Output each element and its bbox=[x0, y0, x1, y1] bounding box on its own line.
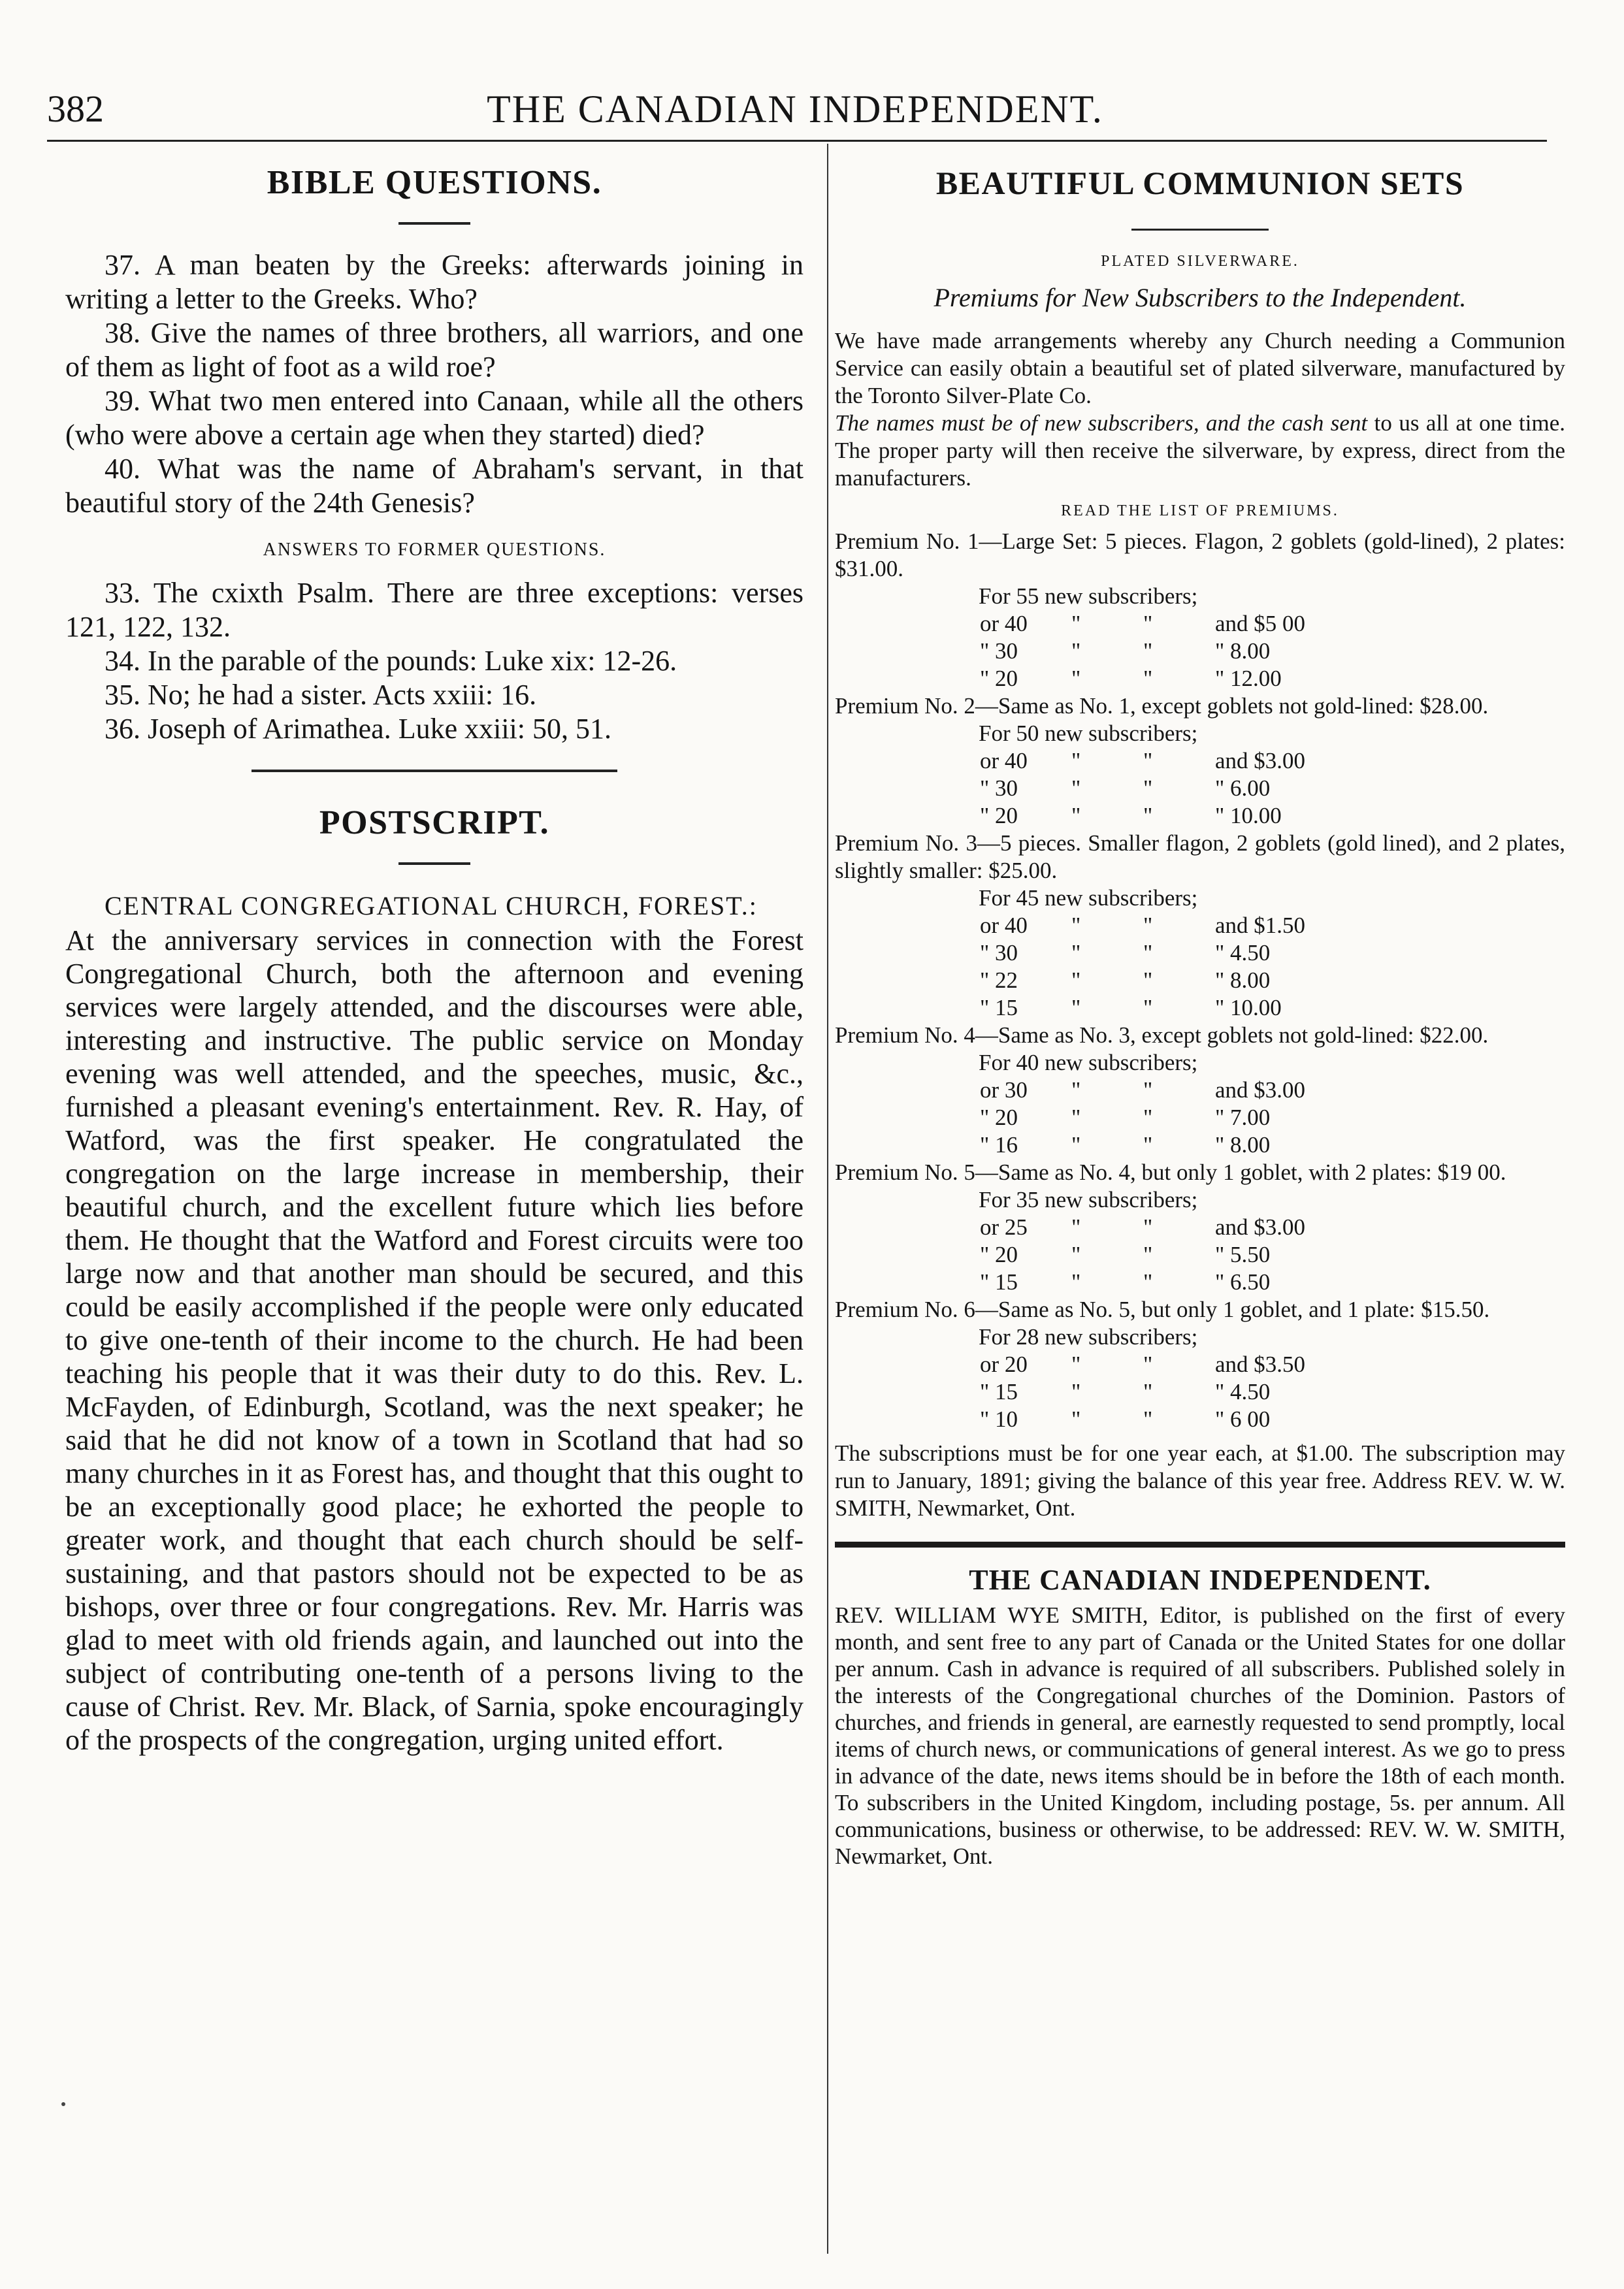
row-price: and $1.50 bbox=[1215, 913, 1306, 938]
row-count: " 16 bbox=[980, 1132, 1018, 1158]
row-price: " 8.00 bbox=[1215, 1132, 1271, 1158]
row-price: " 8.00 bbox=[1215, 638, 1271, 664]
ad-note bbox=[835, 410, 1565, 492]
page-number: 382 bbox=[47, 88, 104, 130]
row-count: " 20 bbox=[980, 1242, 1018, 1267]
ditto-mark: " bbox=[1143, 775, 1153, 801]
ditto-mark: " bbox=[1071, 1077, 1081, 1103]
ditto-mark: " bbox=[1143, 1214, 1153, 1240]
premium-row bbox=[980, 1104, 1565, 1131]
row-count: " 20 bbox=[980, 666, 1018, 691]
ditto-mark: " bbox=[1143, 803, 1153, 828]
row-price: " 4.50 bbox=[1215, 1379, 1271, 1404]
premium-for-line: For 50 new subscribers; bbox=[979, 721, 1198, 746]
row-price: " 10.00 bbox=[1215, 803, 1282, 828]
answer-item: 33. The cxixth Psalm. There are three exceptions: verses 121, 122, 132. bbox=[65, 577, 804, 643]
ditto-mark: " bbox=[1071, 748, 1081, 773]
premium-row bbox=[980, 747, 1565, 775]
ditto-mark: " bbox=[1143, 748, 1153, 773]
title-rule bbox=[398, 222, 470, 225]
ditto-mark: " bbox=[1071, 611, 1081, 636]
ditto-mark: " bbox=[1143, 638, 1153, 664]
row-count: or 40 bbox=[980, 913, 1028, 938]
section-rule bbox=[835, 1542, 1565, 1548]
premium-row bbox=[980, 1351, 1565, 1378]
ad-kicker: PLATED SILVERWARE. bbox=[1101, 253, 1299, 270]
row-price: " 6 00 bbox=[1215, 1406, 1271, 1432]
row-price: " 4.50 bbox=[1215, 940, 1271, 966]
header-rule bbox=[47, 140, 1547, 142]
row-price: " 6.00 bbox=[1215, 775, 1271, 801]
ditto-mark: " bbox=[1143, 1105, 1153, 1130]
title-rule bbox=[1131, 229, 1269, 231]
postscript-lead: CENTRAL CONGREGATIONAL CHURCH, FOREST.: bbox=[105, 891, 758, 920]
ditto-mark: " bbox=[1071, 967, 1081, 993]
ditto-mark: " bbox=[1143, 1077, 1153, 1103]
question-item: 40. What was the name of Abraham's servant, in that beautiful story of the 24th Genesis? bbox=[65, 453, 804, 519]
closing-note: The subscriptions must be for one year each, at $1.00. The subscription may run to January, 1891; giving the balance of this year free. Address REV. W. W. SMITH, Newmarket, Ont. bbox=[835, 1440, 1565, 1521]
row-count: or 40 bbox=[980, 748, 1028, 773]
row-price: " 8.00 bbox=[1215, 967, 1271, 993]
bible-questions-title: BIBLE QUESTIONS. bbox=[267, 164, 602, 201]
ditto-mark: " bbox=[1071, 913, 1081, 938]
row-count: " 30 bbox=[980, 638, 1018, 664]
premium-row bbox=[980, 638, 1565, 665]
row-price: " 10.00 bbox=[1215, 995, 1282, 1020]
ditto-mark: " bbox=[1071, 1269, 1081, 1295]
premium-block bbox=[835, 528, 1565, 692]
premium-row bbox=[980, 939, 1565, 967]
premium-row bbox=[980, 994, 1565, 1022]
premium-row bbox=[980, 775, 1565, 802]
answer-item: 36. Joseph of Arimathea. Luke xxiii: 50, 51. bbox=[105, 713, 611, 745]
row-price: " 12.00 bbox=[1215, 666, 1282, 691]
ditto-mark: " bbox=[1071, 1105, 1081, 1130]
premium-for-line: For 40 new subscribers; bbox=[979, 1050, 1198, 1075]
premium-row bbox=[980, 610, 1565, 638]
journal-title: THE CANADIAN INDEPENDENT. bbox=[487, 88, 1103, 131]
ditto-mark: " bbox=[1071, 1214, 1081, 1240]
row-count: or 20 bbox=[980, 1352, 1028, 1377]
answer-item: 34. In the parable of the pounds: Luke xix: 12-26. bbox=[105, 645, 677, 677]
right-column bbox=[835, 163, 1565, 1870]
premium-desc: Premium No. 6—Same as No. 5, but only 1 goblet, and 1 plate: $15.50. bbox=[835, 1297, 1490, 1322]
premium-row bbox=[980, 912, 1565, 939]
premium-for-line: For 55 new subscribers; bbox=[979, 583, 1198, 609]
ditto-mark: " bbox=[1143, 913, 1153, 938]
ad-subtitle: Premiums for New Subscribers to the Independent. bbox=[934, 283, 1467, 312]
row-count: " 30 bbox=[980, 775, 1018, 801]
premium-desc: Premium No. 1—Large Set: 5 pieces. Flagon, 2 goblets (gold-lined), 2 plates: $31.00. bbox=[835, 528, 1565, 581]
row-price: " 5.50 bbox=[1215, 1242, 1271, 1267]
ditto-mark: " bbox=[1071, 1352, 1081, 1377]
premium-for-line: For 28 new subscribers; bbox=[979, 1324, 1198, 1350]
publisher-notice-body: REV. WILLIAM WYE SMITH, Editor, is published on the first of every month, and sent free to any part of Canada or the United States for one dollar per annum. Cash in advance is required of all subscribers. Published solely in the interests of the Congregational churches of the Dominion. Pastors of churches, and friends in general, are earnestly requested to send promptly, local items of church news, or communications of general interest. As we go to press in advance of the date, news items should be in before the 18th of each month. To subscribers in the United Kingdom, including postage, 5s. per annum. All communications, business or otherwise, to be addressed: REV. W. W. SMITH, Newmarket, Ont. bbox=[835, 1602, 1565, 1869]
row-price: and $3.00 bbox=[1215, 1077, 1306, 1103]
ditto-mark: " bbox=[1071, 1132, 1081, 1158]
publisher-notice-title: THE CANADIAN INDEPENDENT. bbox=[969, 1564, 1431, 1596]
ditto-mark: " bbox=[1143, 940, 1153, 966]
ditto-mark: " bbox=[1143, 1379, 1153, 1404]
premium-row bbox=[980, 1269, 1565, 1296]
postscript-body: At the anniversary services in connection with the Forest Congregational Church, both the afternoon and evening services were largely attended, and the discourses were able, interesting and instructive. The public service on Monday evening was well attended, and the speeches, music, &c., furnished a pleasant evening's entertainment. Rev. R. Hay, of Watford, was the first speaker. He congratulated the congregation on the large increase in membership, their beautiful church, and the excellent future which lies before them. He thought that the Watford and Forest circuits were too large now and that another man should be secured, and this could be easily accomplished if the people were only educated to give one-tenth of their income to the church. He had been teaching his people that it was their duty to do this. Rev. L. McFayden, of Edinburgh, Scotland, was the next speaker; he said that he did not know of a town in Scotland that had so many churches in it as Forest has, and thought that this ought to be an exceptionally good place; he exhorted the people to greater work, and thought that each church should be self-sustaining, and that pastors should not be expected to be as bishops, over three or four congregations. Rev. Mr. Harris was glad to meet with old friends again, and launched out into the subject of contributing one-tenth of a persons living to the cause of Christ. Rev. Mr. Black, of Sarnia, spoke encouragingly of the prospects of the congregation, urging united effort. bbox=[65, 924, 804, 1756]
question-item: 39. What two men entered into Canaan, while all the others (who were above a certain age when they started) died? bbox=[65, 385, 804, 451]
premium-desc: Premium No. 2—Same as No. 1, except goblets not gold-lined: $28.00. bbox=[835, 693, 1489, 719]
premium-row bbox=[980, 967, 1565, 994]
answer-item: 35. No; he had a sister. Acts xxiii: 16. bbox=[105, 679, 537, 711]
ink-dot bbox=[61, 2102, 65, 2106]
row-price: " 6.50 bbox=[1215, 1269, 1271, 1295]
question-item: 38. Give the names of three brothers, all warriors, and one of them as light of foot as a wild roe? bbox=[65, 317, 804, 383]
row-count: or 25 bbox=[980, 1214, 1028, 1240]
row-count: " 15 bbox=[980, 995, 1018, 1020]
ditto-mark: " bbox=[1143, 1132, 1153, 1158]
ditto-mark: " bbox=[1071, 803, 1081, 828]
ad-title: BEAUTIFUL COMMUNION SETS bbox=[935, 165, 1465, 201]
premium-row bbox=[980, 1131, 1565, 1159]
left-column bbox=[65, 163, 804, 1757]
column-divider bbox=[827, 144, 828, 2254]
premium-block bbox=[835, 692, 1565, 830]
premium-for-line: For 45 new subscribers; bbox=[979, 885, 1198, 911]
premium-block bbox=[835, 1022, 1565, 1159]
list-head: READ THE LIST OF PREMIUMS. bbox=[1061, 502, 1339, 519]
row-price: and $3.00 bbox=[1215, 1214, 1306, 1240]
ditto-mark: " bbox=[1143, 1352, 1153, 1377]
ditto-mark: " bbox=[1143, 1406, 1153, 1432]
page-header bbox=[47, 86, 1543, 145]
premium-row bbox=[980, 1214, 1565, 1241]
ditto-mark: " bbox=[1143, 1269, 1153, 1295]
ditto-mark: " bbox=[1143, 611, 1153, 636]
ad-intro: We have made arrangements whereby any Church needing a Communion Service can easily obtain a beautiful set of plated silverware, manufactured by the Toronto Silver-Plate Co. bbox=[835, 328, 1565, 408]
row-count: " 30 bbox=[980, 940, 1018, 966]
ditto-mark: " bbox=[1071, 638, 1081, 664]
ditto-mark: " bbox=[1143, 666, 1153, 691]
premium-row bbox=[980, 1406, 1565, 1433]
premium-block bbox=[835, 1159, 1565, 1296]
premium-desc: Premium No. 5—Same as No. 4, but only 1 goblet, with 2 plates: $19 00. bbox=[835, 1160, 1506, 1185]
row-price: and $5 00 bbox=[1215, 611, 1306, 636]
premium-row bbox=[980, 802, 1565, 830]
ditto-mark: " bbox=[1071, 1242, 1081, 1267]
row-count: " 20 bbox=[980, 803, 1018, 828]
row-price: and $3.50 bbox=[1215, 1352, 1306, 1377]
postscript-title: POSTSCRIPT. bbox=[319, 804, 550, 841]
ditto-mark: " bbox=[1071, 775, 1081, 801]
row-count: " 15 bbox=[980, 1379, 1018, 1404]
section-rule bbox=[252, 770, 617, 772]
row-price: " 7.00 bbox=[1215, 1105, 1271, 1130]
row-count: " 20 bbox=[980, 1105, 1018, 1130]
premium-row bbox=[980, 1378, 1565, 1406]
ditto-mark: " bbox=[1071, 1379, 1081, 1404]
row-count: or 40 bbox=[980, 611, 1028, 636]
premium-block bbox=[835, 1296, 1565, 1433]
ditto-mark: " bbox=[1071, 1406, 1081, 1432]
row-count: " 10 bbox=[980, 1406, 1018, 1432]
row-count: or 30 bbox=[980, 1077, 1028, 1103]
ditto-mark: " bbox=[1071, 940, 1081, 966]
row-count: " 22 bbox=[980, 967, 1018, 993]
premium-row bbox=[980, 665, 1565, 692]
question-item: 37. A man beaten by the Greeks: afterwards joining in writing a letter to the Greeks. Who? bbox=[65, 249, 804, 315]
ad-note-italic: The names must be of new subscribers, and the cash sent bbox=[835, 410, 1368, 436]
premium-for-line: For 35 new subscribers; bbox=[979, 1187, 1198, 1212]
answers-title: ANSWERS TO FORMER QUESTIONS. bbox=[263, 540, 606, 560]
title-rule bbox=[398, 862, 470, 865]
premium-desc: Premium No. 3—5 pieces. Smaller flagon, 2 goblets (gold lined), and 2 plates, slightly smaller: $25.00. bbox=[835, 830, 1565, 883]
row-count: " 15 bbox=[980, 1269, 1018, 1295]
premium-desc: Premium No. 4—Same as No. 3, except goblets not gold-lined: $22.00. bbox=[835, 1022, 1489, 1048]
ad-note-rest: to us all at one time. The proper party will then receive the silverware, by express, direct from the manufacturers. bbox=[835, 410, 1566, 491]
premium-row bbox=[980, 1241, 1565, 1269]
ditto-mark: " bbox=[1071, 995, 1081, 1020]
ditto-mark: " bbox=[1071, 666, 1081, 691]
ditto-mark: " bbox=[1143, 967, 1153, 993]
ditto-mark: " bbox=[1143, 1242, 1153, 1267]
row-price: and $3.00 bbox=[1215, 748, 1306, 773]
ditto-mark: " bbox=[1143, 995, 1153, 1020]
premium-row bbox=[980, 1077, 1565, 1104]
premium-block bbox=[835, 830, 1565, 1022]
